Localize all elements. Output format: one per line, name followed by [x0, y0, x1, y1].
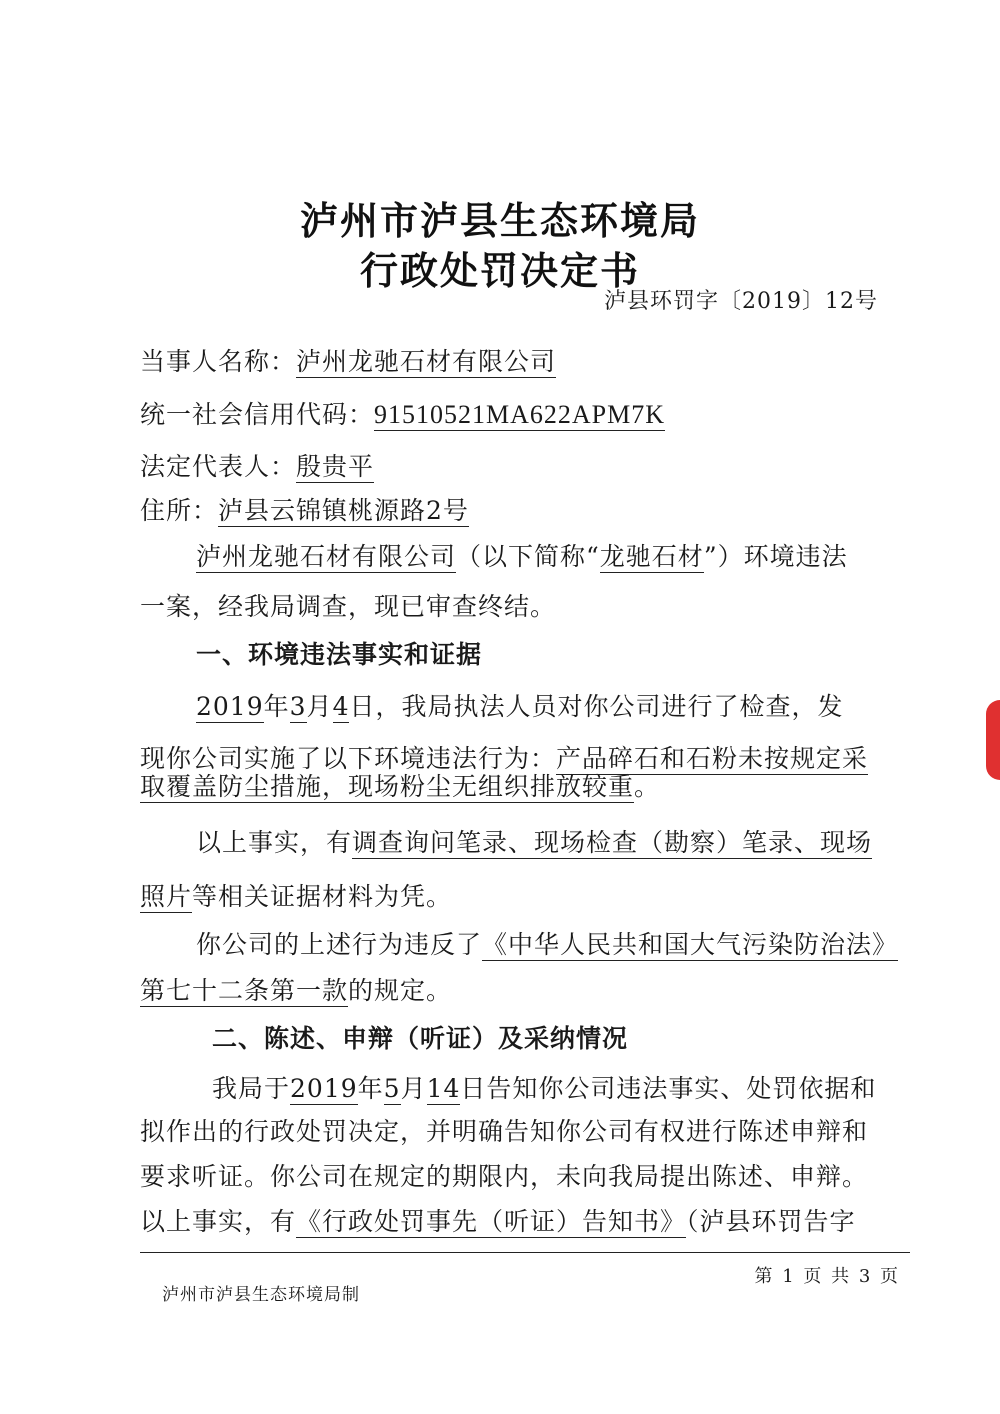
legal-rep-label: 法定代表人：	[140, 452, 297, 481]
s1-law-line2	[140, 974, 900, 1008]
footer-issuer: 泸州市泸县生态环境局制	[162, 1285, 360, 1305]
s1-law-name: 《中华人民共和国大气污染防治法》	[482, 930, 899, 959]
s1-evidence-line1	[196, 826, 956, 860]
s2-line4-a: 以上事实，有	[140, 1207, 297, 1236]
s1-evidence-line2	[140, 880, 900, 914]
credit-code-label: 统一社会信用代码：	[140, 400, 375, 429]
s2-line4	[140, 1205, 900, 1239]
address-value: 泸县云锦镇桃源路2号	[218, 496, 469, 525]
seal-edge-mark	[986, 700, 1000, 780]
legal-rep-row	[140, 450, 900, 484]
section1-heading: 一、环境违法事实和证据	[196, 640, 483, 669]
s1-evidence-photos: 照片	[140, 882, 193, 911]
document-title-line1: 泸州市泸县生态环境局	[299, 199, 700, 243]
legal-rep-value: 殷贵平	[296, 452, 375, 481]
s1-year: 2019	[196, 692, 264, 721]
party-name-value: 泸州龙驰石材有限公司	[296, 347, 557, 376]
s2-line2: 拟作出的行政处罚决定，并明确告知你公司有权进行陈述申辩和	[140, 1117, 869, 1146]
intro-text-end: ”）环境违法	[703, 542, 848, 571]
s2-t3: 日告知你公司违法事实、处罚依据和	[460, 1074, 877, 1103]
s1-ev-d: 等相关证据材料为凭。	[192, 882, 453, 911]
s1-t3: 日，我局执法人员对你公司进行了检查，发	[349, 692, 844, 721]
s1-law-article: 第七十二条第一款	[140, 976, 349, 1005]
s1-line2-a: 现你公司实施了以下环境违法行为：	[140, 744, 557, 773]
s2-t2: 月	[400, 1074, 427, 1103]
credit-code-value: 91510521MA622APM7K	[374, 400, 666, 429]
s1-law-d: 的规定。	[348, 976, 453, 1005]
footer-divider	[140, 1252, 910, 1253]
intro-short-name: 龙驰石材	[599, 542, 704, 571]
document-title-line2: 行政处罚决定书	[359, 249, 640, 293]
s1-month: 3	[289, 692, 307, 721]
party-name-row	[140, 345, 900, 379]
s1-day: 4	[332, 692, 350, 721]
s2-day: 14	[426, 1074, 461, 1103]
s1-violation-part1: 产品碎石和石粉未按规定采	[556, 744, 869, 773]
s1-line3	[140, 770, 900, 804]
s2-line4-c: （泸县环罚告字	[686, 1207, 856, 1236]
s1-line3-end: 。	[634, 772, 661, 801]
address-row	[140, 494, 900, 528]
intro-line1	[196, 540, 956, 574]
address-label: 住所：	[140, 496, 219, 525]
intro-line2: 一案，经我局调查，现已审查终结。	[140, 592, 557, 621]
s2-year: 2019	[290, 1074, 358, 1103]
s1-ev-a: 以上事实，有	[196, 828, 353, 857]
document-number: 泸县环罚字〔2019〕12号	[604, 289, 878, 314]
s2-line1	[212, 1072, 972, 1106]
s1-t2: 月	[306, 692, 333, 721]
s2-notice-title: 《行政处罚事先（听证）告知书》	[296, 1207, 687, 1236]
s1-violation-part2: 取覆盖防尘措施，现场粉尘无组织排放较重	[140, 772, 635, 801]
page-indicator: 第 1 页 共 3 页	[754, 1266, 900, 1287]
intro-company: 泸州龙驰石材有限公司	[196, 542, 457, 571]
s1-evidence-list: 调查询问笔录、现场检查（勘察）笔录、现场	[352, 828, 873, 857]
section2-heading: 二、陈述、申辩（听证）及采纳情况	[212, 1024, 629, 1053]
s2-a: 我局于	[212, 1074, 291, 1103]
s2-line3: 要求听证。你公司在规定的期限内，未向我局提出陈述、申辩。	[140, 1162, 869, 1191]
s2-t1: 年	[357, 1074, 384, 1103]
s1-law-a: 你公司的上述行为违反了	[196, 930, 483, 959]
credit-code-row	[140, 398, 900, 432]
s1-law-line1	[196, 928, 956, 962]
s1-t1: 年	[263, 692, 290, 721]
party-name-label: 当事人名称：	[140, 347, 297, 376]
s2-month: 5	[383, 1074, 401, 1103]
intro-text-mid: （以下简称“	[456, 542, 600, 571]
s1-line1	[196, 690, 956, 724]
